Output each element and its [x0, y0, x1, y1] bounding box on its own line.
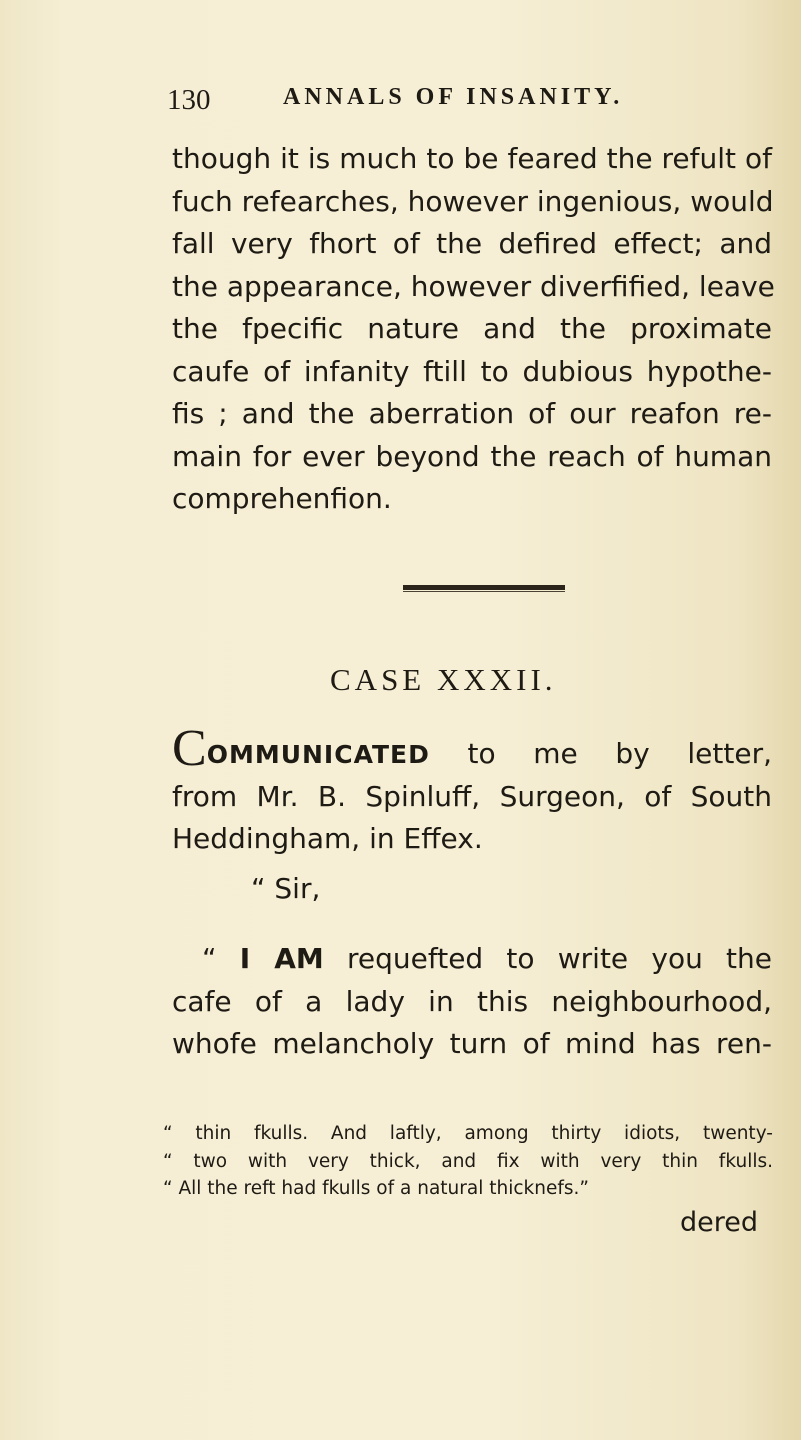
divider-thick-line	[403, 585, 565, 590]
text-line: Heddingham, in Effex.	[172, 822, 483, 855]
running-head	[167, 84, 767, 124]
catchword: dered	[680, 1207, 759, 1238]
running-title: ANNALS OF INSANITY.	[283, 84, 624, 110]
paragraph-case-intro	[172, 720, 772, 861]
case-heading: CASE XXXII.	[330, 662, 557, 697]
text-line: the fpecific nature and the proximate	[172, 312, 772, 345]
section-divider-rule	[403, 585, 565, 593]
text-line: fis ; and the aberration of our reafon re-	[172, 397, 772, 430]
text-line: from Mr. B. Spinluff, Surgeon, of South	[172, 779, 772, 813]
page-number: 130	[167, 84, 211, 116]
text-line: fuch refearches, however ingenious, would	[172, 184, 774, 218]
letter-salutation: “ Sir,	[251, 872, 321, 905]
text-line: comprehenfion.	[172, 482, 392, 515]
first-word: OMMUNICATED	[206, 740, 430, 769]
paragraph-letter-body	[172, 938, 772, 1066]
drop-cap: C	[172, 720, 207, 777]
footnote-line: “ two with very thick, and fix with very thin fkulls.	[163, 1150, 773, 1172]
footnote-line: “ All the reft had fkulls of a natural thicknefs.”	[163, 1178, 589, 1199]
text-line: cafe of a lady in this neighbourhood,	[172, 984, 772, 1018]
first-line-rest: to me by letter,	[429, 737, 772, 770]
opening-word: I AM	[239, 942, 324, 975]
text-line: though it is much to be feared the refult of	[172, 142, 772, 175]
opening-quote: “	[202, 942, 240, 975]
footnote	[163, 1120, 773, 1203]
text-line: main for ever beyond the reach of human	[172, 439, 772, 473]
text-line	[172, 938, 772, 981]
text-line: fall very fhort of the defired effect; and	[172, 227, 772, 260]
text-line: the appearance, however diverfified, leave	[172, 269, 775, 303]
text-line: caufe of infanity ftill to dubious hypothe-	[172, 354, 772, 388]
paragraph-closing	[172, 138, 775, 521]
footnote-line: “ thin fkulls. And laftly, among thirty idiots, twenty-	[163, 1123, 773, 1144]
divider-thin-line	[403, 591, 565, 592]
text-line	[172, 720, 772, 777]
text-line: whofe melancholy turn of mind has ren-	[172, 1027, 772, 1060]
first-line-rest: requefted to write you the	[323, 942, 773, 975]
